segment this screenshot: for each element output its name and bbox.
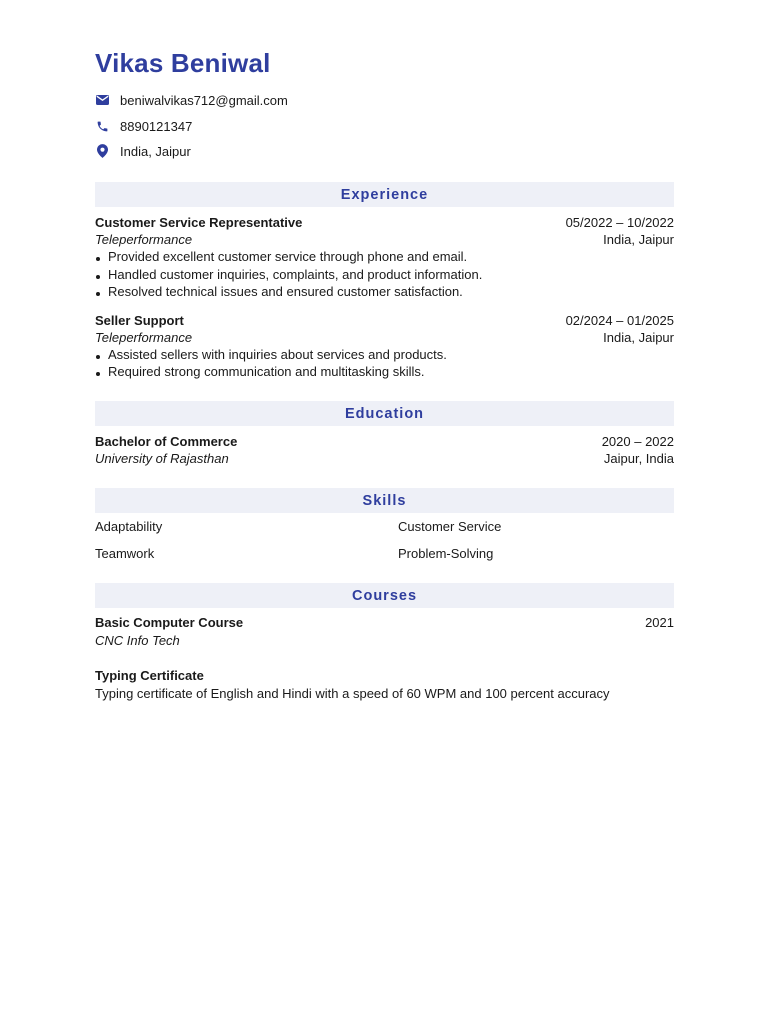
job-company-row	[95, 231, 674, 249]
skill-item: Problem-Solving	[398, 546, 494, 561]
job-location: India, Jaipur	[603, 330, 674, 345]
course-year: 2021	[645, 615, 674, 630]
job-company-row	[95, 329, 674, 347]
section-header-courses: Courses	[95, 583, 674, 608]
job-role: Seller Support	[95, 313, 184, 328]
section-header-experience: Experience	[95, 182, 674, 207]
education-dates: 2020 – 2022	[601, 434, 674, 449]
job-header-row	[95, 312, 674, 330]
bullet-dot	[96, 372, 100, 376]
phone-icon	[95, 119, 110, 134]
course-name: Basic Computer Course	[95, 615, 244, 630]
course-provider-row	[95, 632, 674, 650]
section-header-education: Education	[95, 401, 674, 426]
candidate-name: Vikas Beniwal	[95, 48, 271, 78]
job-role: Customer Service Representative	[95, 215, 303, 230]
job-company: Teleperformance	[95, 232, 193, 247]
location-pin-icon	[95, 144, 110, 159]
bullet-dot	[96, 355, 100, 359]
job-company: Teleperformance	[95, 330, 193, 345]
education-school-row	[95, 450, 674, 468]
location-text: India, Jaipur	[120, 143, 191, 159]
job-header-row	[95, 214, 674, 232]
email-text[interactable]: beniwalvikas712@gmail.com	[120, 92, 288, 108]
bullet-dot	[96, 292, 100, 296]
course-header-row	[95, 614, 674, 632]
education-school: University of Rajasthan	[95, 451, 229, 466]
bullet-dot	[96, 275, 100, 279]
contact-location	[95, 142, 191, 160]
education-location: Jaipur, India	[603, 451, 674, 466]
job-dates: 02/2024 – 01/2025	[565, 313, 674, 328]
education-header-row	[95, 433, 674, 451]
course-header-row	[95, 667, 674, 685]
skill-item: Adaptability	[95, 519, 163, 534]
phone-text[interactable]: 8890121347	[120, 118, 193, 134]
skill-item: Customer Service	[398, 519, 502, 534]
envelope-icon	[95, 93, 110, 108]
course-provider: CNC Info Tech	[95, 633, 180, 648]
section-header-skills: Skills	[95, 488, 674, 513]
contact-email	[95, 91, 288, 109]
course-description: Typing certificate of English and Hindi with a speed of 60 WPM and 100 percent accuracy	[95, 686, 610, 701]
bullet-dot	[96, 257, 100, 261]
skill-item: Teamwork	[95, 546, 155, 561]
job-dates: 05/2022 – 10/2022	[565, 215, 674, 230]
job-location: India, Jaipur	[603, 232, 674, 247]
education-degree: Bachelor of Commerce	[95, 434, 238, 449]
contact-phone	[95, 117, 192, 135]
course-name: Typing Certificate	[95, 668, 204, 683]
course-description-row	[95, 685, 674, 703]
